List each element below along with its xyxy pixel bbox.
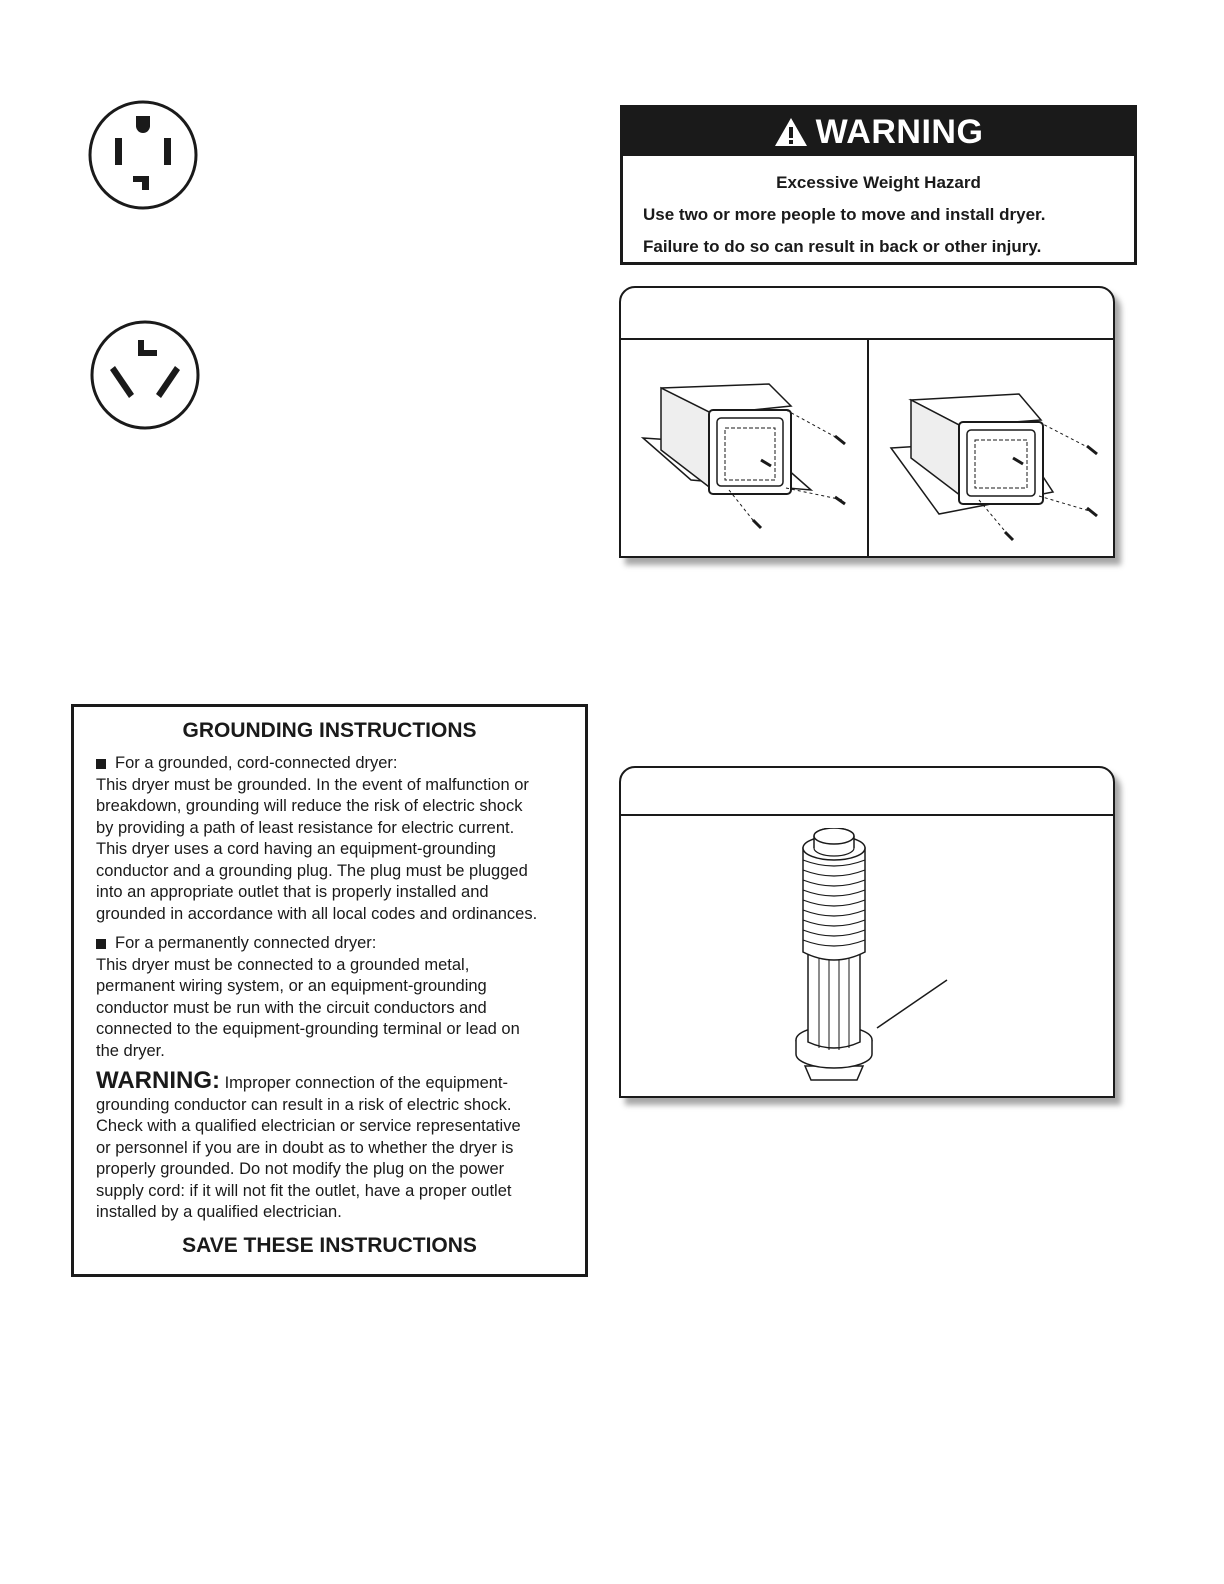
vent-illustration-left bbox=[621, 340, 867, 556]
bullet-permanently-connected bbox=[96, 933, 585, 955]
warning-line-2: Failure to do so can result in back or other injury. bbox=[643, 237, 1042, 256]
bullet-cord-connected-text: For a grounded, cord-connected dryer: bbox=[115, 754, 398, 772]
para2-line: permanent wiring system, or an equipment-grounding bbox=[96, 977, 487, 995]
warning-line: properly grounded. Do not modify the plug on the power bbox=[96, 1160, 505, 1178]
weight-warning-box bbox=[620, 105, 1137, 265]
para1-line: This dryer must be grounded. In the event of malfunction or bbox=[96, 775, 529, 794]
warning-header bbox=[623, 108, 1134, 156]
para2-line: the dryer. bbox=[96, 1041, 165, 1060]
bullet-square-icon bbox=[96, 759, 106, 769]
para1-line: grounded in accordance with all local codes and ordinances. bbox=[96, 904, 538, 923]
para2-line: This dryer must be connected to a grounded metal, bbox=[96, 955, 470, 974]
para2-line: conductor must be run with the circuit conductors and bbox=[96, 998, 487, 1017]
grounding-title: GROUNDING INSTRUCTIONS bbox=[182, 719, 477, 742]
para1-line: This dryer uses a cord having an equipment-grounding bbox=[96, 840, 496, 858]
warning-line: installed by a qualified electrician. bbox=[96, 1203, 342, 1221]
save-instructions: SAVE THESE INSTRUCTIONS bbox=[182, 1233, 477, 1257]
vent-figure-panel bbox=[619, 286, 1115, 558]
warning-first-line-text: Improper connection of the equipment- bbox=[224, 1074, 508, 1092]
warning-triangle-icon bbox=[774, 117, 808, 147]
bullet-square-icon bbox=[96, 939, 106, 949]
vent-panel-tab bbox=[621, 288, 1113, 340]
warning-first-line bbox=[96, 1067, 585, 1095]
vent-illustration-right bbox=[869, 340, 1113, 556]
warning-word: WARNING: bbox=[96, 1067, 220, 1094]
bullet-cord-connected bbox=[96, 753, 585, 775]
leveling-leg-panel bbox=[619, 766, 1115, 1098]
para1-line: breakdown, grounding will reduce the risk of electric shock bbox=[96, 797, 523, 815]
three-wire-outlet-icon bbox=[88, 318, 202, 432]
warning-line: Check with a qualified electrician or service representative bbox=[96, 1117, 521, 1135]
para1-line: conductor and a grounding plug. The plug must be plugged bbox=[96, 861, 528, 880]
warning-title: Excessive Weight Hazard bbox=[776, 173, 981, 192]
warning-header-text: WARNING bbox=[815, 112, 984, 151]
para2-line: connected to the equipment-grounding terminal or lead on bbox=[96, 1020, 520, 1038]
four-wire-outlet-icon bbox=[86, 98, 200, 212]
warning-line: or personnel if you are in doubt as to whether the dryer is bbox=[96, 1138, 514, 1157]
spacer bbox=[96, 925, 585, 933]
leveling-leg-icon bbox=[781, 828, 961, 1088]
warning-line-1: Use two or more people to move and install dryer. bbox=[643, 205, 1046, 224]
permanent-paragraph bbox=[96, 955, 585, 1063]
para1-line: into an appropriate outlet that is properly installed and bbox=[96, 883, 489, 901]
bullet-permanent-text: For a permanently connected dryer: bbox=[115, 934, 377, 952]
grounding-instructions-box bbox=[71, 704, 588, 1277]
para1-line: by providing a path of least resistance for electric current. bbox=[96, 818, 515, 837]
grounding-warning-paragraph bbox=[96, 1067, 585, 1224]
leg-panel-tab bbox=[621, 768, 1113, 816]
warning-line: grounding conductor can result in a risk of electric shock. bbox=[96, 1095, 512, 1114]
cord-connected-paragraph bbox=[96, 775, 585, 926]
warning-line: supply cord: if it will not fit the outlet, have a proper outlet bbox=[96, 1181, 512, 1200]
